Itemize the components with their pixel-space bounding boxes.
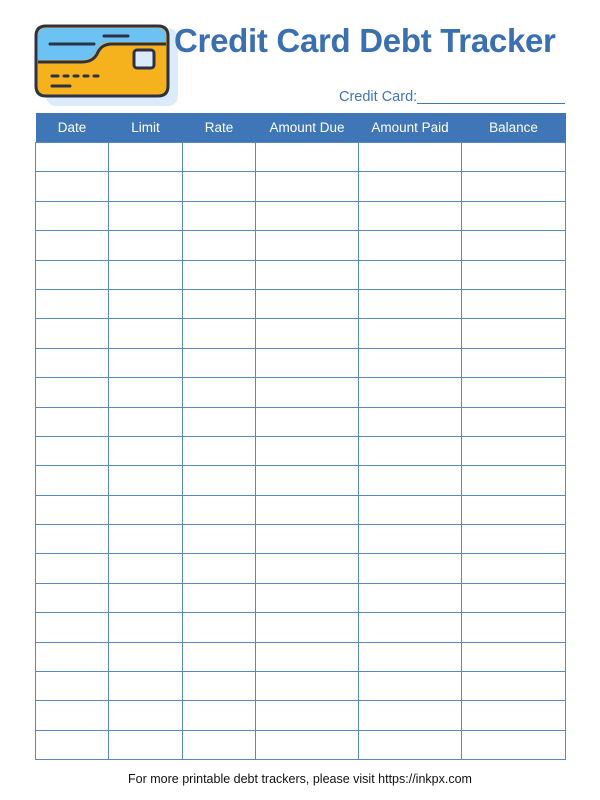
table-row [36, 172, 566, 201]
table-cell[interactable] [359, 201, 462, 230]
table-cell[interactable] [183, 642, 256, 671]
table-row [36, 231, 566, 260]
table-cell[interactable] [256, 525, 359, 554]
table-cell[interactable] [256, 143, 359, 172]
table-cell[interactable] [256, 378, 359, 407]
table-cell[interactable] [183, 319, 256, 348]
table-cell[interactable] [109, 172, 183, 201]
table-cell[interactable] [183, 613, 256, 642]
table-cell[interactable] [183, 172, 256, 201]
table-cell[interactable] [359, 348, 462, 377]
table-cell[interactable] [183, 554, 256, 583]
table-cell[interactable] [359, 554, 462, 583]
column-header: Date [36, 113, 109, 143]
table-cell[interactable] [462, 260, 566, 289]
table-cell[interactable] [36, 672, 109, 701]
table-row [36, 378, 566, 407]
table-cell[interactable] [462, 672, 566, 701]
table-cell[interactable] [359, 231, 462, 260]
table-row [36, 201, 566, 230]
table-cell[interactable] [36, 201, 109, 230]
table-row [36, 407, 566, 436]
credit-card-fill-line[interactable] [417, 103, 565, 104]
table-cell[interactable] [109, 466, 183, 495]
table-cell[interactable] [109, 378, 183, 407]
table-header-row [36, 113, 566, 143]
table-cell[interactable] [256, 642, 359, 671]
table-row [36, 260, 566, 289]
table-cell[interactable] [36, 730, 109, 759]
table-cell[interactable] [462, 378, 566, 407]
table-cell[interactable] [109, 554, 183, 583]
table-cell[interactable] [359, 583, 462, 612]
table-cell[interactable] [359, 495, 462, 524]
table-row [36, 642, 566, 671]
table-cell[interactable] [256, 495, 359, 524]
table-cell[interactable] [36, 583, 109, 612]
table-cell[interactable] [462, 613, 566, 642]
table-row [36, 436, 566, 465]
table-row [36, 525, 566, 554]
table-cell[interactable] [109, 583, 183, 612]
table-cell[interactable] [462, 289, 566, 318]
table-cell[interactable] [359, 613, 462, 642]
table-cell[interactable] [109, 289, 183, 318]
table-row [36, 583, 566, 612]
table-cell[interactable] [183, 231, 256, 260]
table-cell[interactable] [109, 201, 183, 230]
table-cell[interactable] [109, 642, 183, 671]
table-cell[interactable] [36, 525, 109, 554]
table-cell[interactable] [462, 701, 566, 730]
table-cell[interactable] [359, 143, 462, 172]
table-cell[interactable] [256, 172, 359, 201]
table-cell[interactable] [256, 554, 359, 583]
column-header: Rate [183, 113, 256, 143]
table-cell[interactable] [256, 231, 359, 260]
table-cell[interactable] [36, 701, 109, 730]
table-cell[interactable] [462, 730, 566, 759]
table-row [36, 143, 566, 172]
table-cell[interactable] [36, 378, 109, 407]
table-cell[interactable] [109, 701, 183, 730]
table-cell[interactable] [109, 319, 183, 348]
table-row [36, 554, 566, 583]
table-cell[interactable] [36, 319, 109, 348]
table-cell[interactable] [36, 436, 109, 465]
table-row [36, 613, 566, 642]
table-cell[interactable] [256, 466, 359, 495]
table-cell[interactable] [359, 289, 462, 318]
table-cell[interactable] [36, 172, 109, 201]
table-cell[interactable] [183, 672, 256, 701]
table-cell[interactable] [36, 642, 109, 671]
table-cell[interactable] [36, 407, 109, 436]
table-cell[interactable] [462, 642, 566, 671]
column-header: Limit [109, 113, 183, 143]
table-cell[interactable] [256, 583, 359, 612]
table-cell[interactable] [462, 143, 566, 172]
column-header: Amount Paid [359, 113, 462, 143]
table-cell[interactable] [36, 289, 109, 318]
table-row [36, 466, 566, 495]
table-cell[interactable] [36, 348, 109, 377]
table-row [36, 672, 566, 701]
table-cell[interactable] [462, 231, 566, 260]
table-cell[interactable] [256, 701, 359, 730]
table-cell[interactable] [109, 672, 183, 701]
table-cell[interactable] [256, 436, 359, 465]
table-cell[interactable] [359, 436, 462, 465]
table-cell[interactable] [256, 289, 359, 318]
table-cell[interactable] [256, 730, 359, 759]
credit-card-icon [34, 18, 178, 106]
table-cell[interactable] [359, 319, 462, 348]
table-row [36, 495, 566, 524]
table-cell[interactable] [462, 495, 566, 524]
table-cell[interactable] [256, 613, 359, 642]
table-row [36, 319, 566, 348]
table-cell[interactable] [109, 260, 183, 289]
table-cell[interactable] [256, 348, 359, 377]
table-cell[interactable] [183, 583, 256, 612]
table-cell[interactable] [109, 348, 183, 377]
table-cell[interactable] [359, 642, 462, 671]
table-cell[interactable] [462, 201, 566, 230]
table-cell[interactable] [109, 143, 183, 172]
table-cell[interactable] [256, 407, 359, 436]
table-cell[interactable] [359, 525, 462, 554]
table-cell[interactable] [183, 436, 256, 465]
table-cell[interactable] [256, 672, 359, 701]
table-cell[interactable] [359, 701, 462, 730]
table-cell[interactable] [109, 525, 183, 554]
table-cell[interactable] [462, 583, 566, 612]
table-cell[interactable] [109, 436, 183, 465]
table-cell[interactable] [36, 613, 109, 642]
table-cell[interactable] [462, 172, 566, 201]
column-header: Balance [462, 113, 566, 143]
table-cell[interactable] [109, 613, 183, 642]
column-header: Amount Due [256, 113, 359, 143]
debt-tracker-table [35, 113, 566, 760]
table-cell[interactable] [183, 289, 256, 318]
table-cell[interactable] [359, 466, 462, 495]
table-cell[interactable] [36, 143, 109, 172]
credit-card-label: Credit Card: [339, 89, 418, 105]
table-cell[interactable] [36, 554, 109, 583]
table-row [36, 701, 566, 730]
table-cell[interactable] [183, 525, 256, 554]
table-cell[interactable] [462, 407, 566, 436]
table-cell[interactable] [109, 495, 183, 524]
table-cell[interactable] [109, 231, 183, 260]
table-cell[interactable] [359, 407, 462, 436]
table-row [36, 348, 566, 377]
table-cell[interactable] [183, 407, 256, 436]
page-title: Credit Card Debt Tracker [174, 22, 556, 59]
table-cell[interactable] [462, 348, 566, 377]
table-cell[interactable] [183, 201, 256, 230]
table-cell[interactable] [109, 407, 183, 436]
table-cell[interactable] [462, 466, 566, 495]
footer-note: For more printable debt trackers, please visit https://inkpx.com [128, 772, 472, 786]
table-cell[interactable] [256, 201, 359, 230]
table-cell[interactable] [256, 260, 359, 289]
table-cell[interactable] [359, 260, 462, 289]
table-cell[interactable] [183, 495, 256, 524]
table-cell[interactable] [36, 495, 109, 524]
table-cell[interactable] [183, 260, 256, 289]
table-cell[interactable] [462, 319, 566, 348]
table-cell[interactable] [183, 466, 256, 495]
table-cell[interactable] [462, 436, 566, 465]
table-row [36, 289, 566, 318]
table-cell[interactable] [36, 231, 109, 260]
table-cell[interactable] [359, 730, 462, 759]
table-cell[interactable] [462, 554, 566, 583]
table-cell[interactable] [183, 730, 256, 759]
table-cell[interactable] [256, 319, 359, 348]
table-cell[interactable] [36, 466, 109, 495]
table-cell[interactable] [109, 730, 183, 759]
table-cell[interactable] [183, 348, 256, 377]
table-cell[interactable] [359, 672, 462, 701]
table-cell[interactable] [183, 143, 256, 172]
table-cell[interactable] [183, 378, 256, 407]
table-cell[interactable] [462, 525, 566, 554]
table-cell[interactable] [183, 701, 256, 730]
table-cell[interactable] [359, 378, 462, 407]
table-row [36, 730, 566, 759]
credit-card-field[interactable] [339, 89, 565, 107]
table-cell[interactable] [359, 172, 462, 201]
table-cell[interactable] [36, 260, 109, 289]
